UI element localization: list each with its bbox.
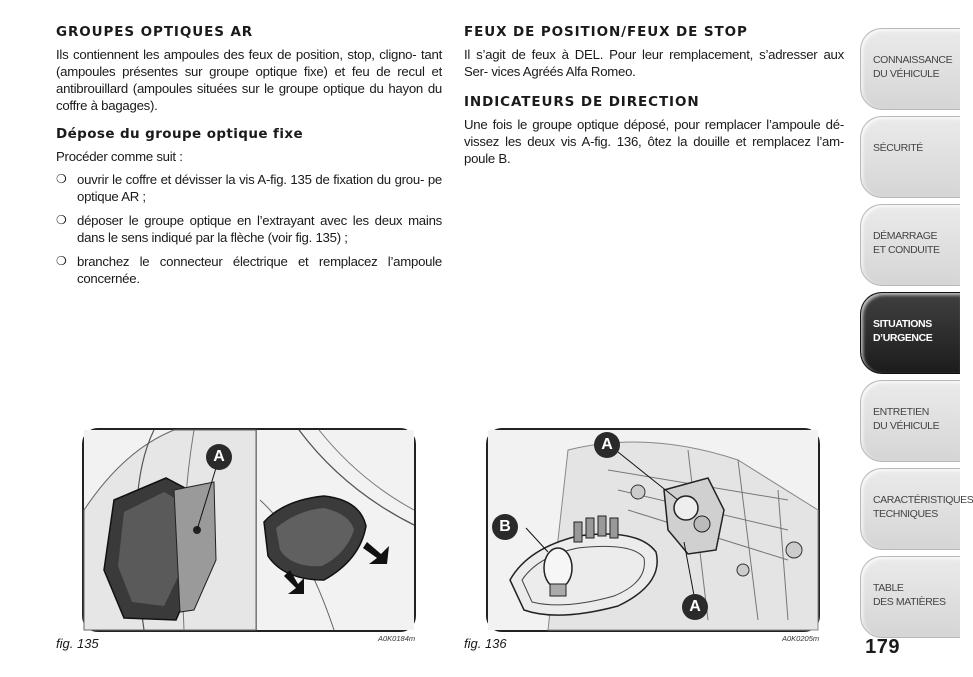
intro-paragraph: Ils contiennent les ampoules des feux de position, stop, cligno- tant (ampoules présentes sur groupe optique fixe) et feu de recul et antibrouillard (ampoules situées sur le groupe optique du hayon du coffre à bagages). bbox=[56, 47, 442, 113]
chapter-tabs bbox=[860, 28, 973, 644]
figure-135 bbox=[82, 428, 416, 632]
bullet-icon: ❍ bbox=[56, 254, 67, 268]
figure-136-code: A0K0205m bbox=[782, 634, 820, 643]
figure-135-caption: fig. 135 bbox=[56, 636, 99, 651]
figure-136 bbox=[486, 428, 820, 632]
tab-demarrage-et-conduite[interactable]: DÉMARRAGE ET CONDUITE bbox=[860, 204, 960, 286]
direction-indicators-paragraph: Une fois le groupe optique déposé, pour remplacer l’ampoule dé- vissez les deux vis A-fig. 136, ôtez la douille et remplacez l’am- poule B. bbox=[464, 117, 844, 166]
tab-caracteristiques-techniques[interactable]: CARACTÉRISTIQUES TECHNIQUES bbox=[860, 468, 960, 550]
tab-entretien-du-vehicule[interactable]: ENTRETIEN DU VÉHICULE bbox=[860, 380, 960, 462]
subheading-removal: Dépose du groupe optique fixe bbox=[56, 126, 304, 142]
tab-table-des-matieres[interactable]: TABLE DES MATIÈRES bbox=[860, 556, 960, 638]
bullet-icon: ❍ bbox=[56, 213, 67, 227]
figure-135-code: A0K0184m bbox=[378, 634, 416, 643]
position-lights-paragraph: Il s’agit de feux à DEL. Pour leur remplacement, s’adresser aux Ser- vices Agréés Alfa Romeo. bbox=[464, 47, 844, 79]
callout-b-badge: B bbox=[492, 514, 518, 540]
figure-135-illustration bbox=[84, 430, 414, 630]
tab-situations-d-urgence[interactable]: SITUATIONS D’URGENCE bbox=[860, 292, 960, 374]
page-number: 179 bbox=[865, 636, 900, 658]
left-column bbox=[56, 24, 442, 294]
steps-list bbox=[56, 171, 442, 287]
list-item: ❍ branchez le connecteur électrique et remplacez l’ampoule concernée. bbox=[56, 254, 442, 286]
section-heading-position-lights: FEUX DE POSITION/FEUX DE STOP bbox=[464, 24, 748, 40]
section-heading-rear-lights: GROUPES OPTIQUES AR bbox=[56, 24, 254, 40]
tab-securite[interactable]: SÉCURITÉ bbox=[860, 116, 960, 198]
callout-a-badge: A bbox=[206, 444, 232, 470]
figure-136-caption: fig. 136 bbox=[464, 636, 507, 651]
section-heading-direction-indicators: INDICATEURS DE DIRECTION bbox=[464, 94, 700, 110]
procedure-intro: Procéder comme suit : bbox=[56, 149, 183, 164]
list-item: ❍ déposer le groupe optique en l’extrayant avec les deux mains dans le sens indiqué par la flèche (voir fig. 135) ; bbox=[56, 213, 442, 245]
tab-connaissance-du-vehicule[interactable]: CONNAISSANCE DU VÉHICULE bbox=[860, 28, 960, 110]
callout-a-bottom-badge: A bbox=[682, 594, 708, 620]
list-item: ❍ ouvrir le coffre et dévisser la vis A-fig. 135 de fixation du grou- pe optique AR ; bbox=[56, 172, 442, 204]
right-column bbox=[464, 24, 844, 175]
callout-a-top-badge: A bbox=[594, 432, 620, 458]
bullet-icon: ❍ bbox=[56, 172, 67, 186]
figure-136-illustration bbox=[488, 430, 818, 630]
